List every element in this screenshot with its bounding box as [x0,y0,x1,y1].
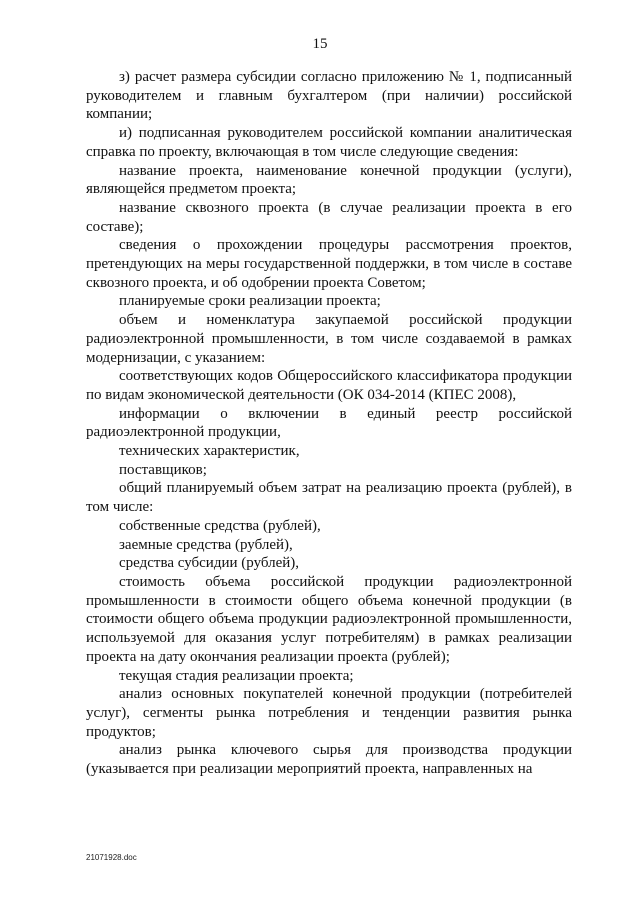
paragraph: объем и номенклатура закупаемой российской продукции радиоэлектронной промышленности, в том числе создаваемой в рамках модернизации, с указанием: [86,312,572,366]
document-footer-filename: 21071928.doc [86,853,137,862]
paragraph: название сквозного проекта (в случае реализации проекта в его составе); [86,199,572,235]
paragraph: планируемые сроки реализации проекта; [119,293,381,310]
paragraph: з) расчет размера субсидии согласно приложению № 1, подписанный руководителем и главным бухгалтером (при наличии) российской компании; [86,69,572,123]
paragraph: и) подписанная руководителем российской компании аналитическая справка по проекту, включающая в том числе следующие сведения: [86,125,572,160]
paragraph: информации о включении в единый реестр российской радиоэлектронной продукции, [86,405,572,441]
paragraph: поставщиков; [119,461,207,478]
paragraph: технических характеристик, [119,443,300,460]
paragraph: анализ рынка ключевого сырья для производства продукции (указывается при реализации мероприятий проекта, направленных на [86,742,572,778]
paragraph: собственные средства (рублей), [119,517,321,534]
paragraph: текущая стадия реализации проекта; [119,667,354,684]
paragraph: общий планируемый объем затрат на реализацию проекта (рублей), в том числе: [86,480,572,516]
document-body [86,68,572,779]
paragraph: средства субсидии (рублей), [119,555,300,572]
paragraph: анализ основных покупателей конечной продукции (потребителей услуг), сегменты рынка потребления и тенденции развития рынка продуктов; [86,686,572,740]
paragraph: заемные средства (рублей), [119,536,293,553]
paragraph: сведения о прохождении процедуры рассмотрения проектов, претендующих на меры государственной поддержки, в том числе в составе сквозного проекта, и об одобрении проекта Советом; [86,237,572,291]
paragraph: название проекта, наименование конечной продукции (услуги), являющейся предметом проекта; [86,162,572,198]
paragraph: стоимость объема российской продукции радиоэлектронной промышленности в стоимости общего объема конечной продукции (в стоимости общего объема продукции радиоэлектронной промышленности, используемой для оказания услуг потребителям) в рамках реализации проекта на дату окончания реализации проекта (рублей); [86,573,572,665]
paragraph: соответствующих кодов Общероссийского классификатора продукции по видам экономической деятельности (ОК 034-2014 (КПЕС 2008), [86,368,572,403]
page-number: 15 [312,36,328,52]
